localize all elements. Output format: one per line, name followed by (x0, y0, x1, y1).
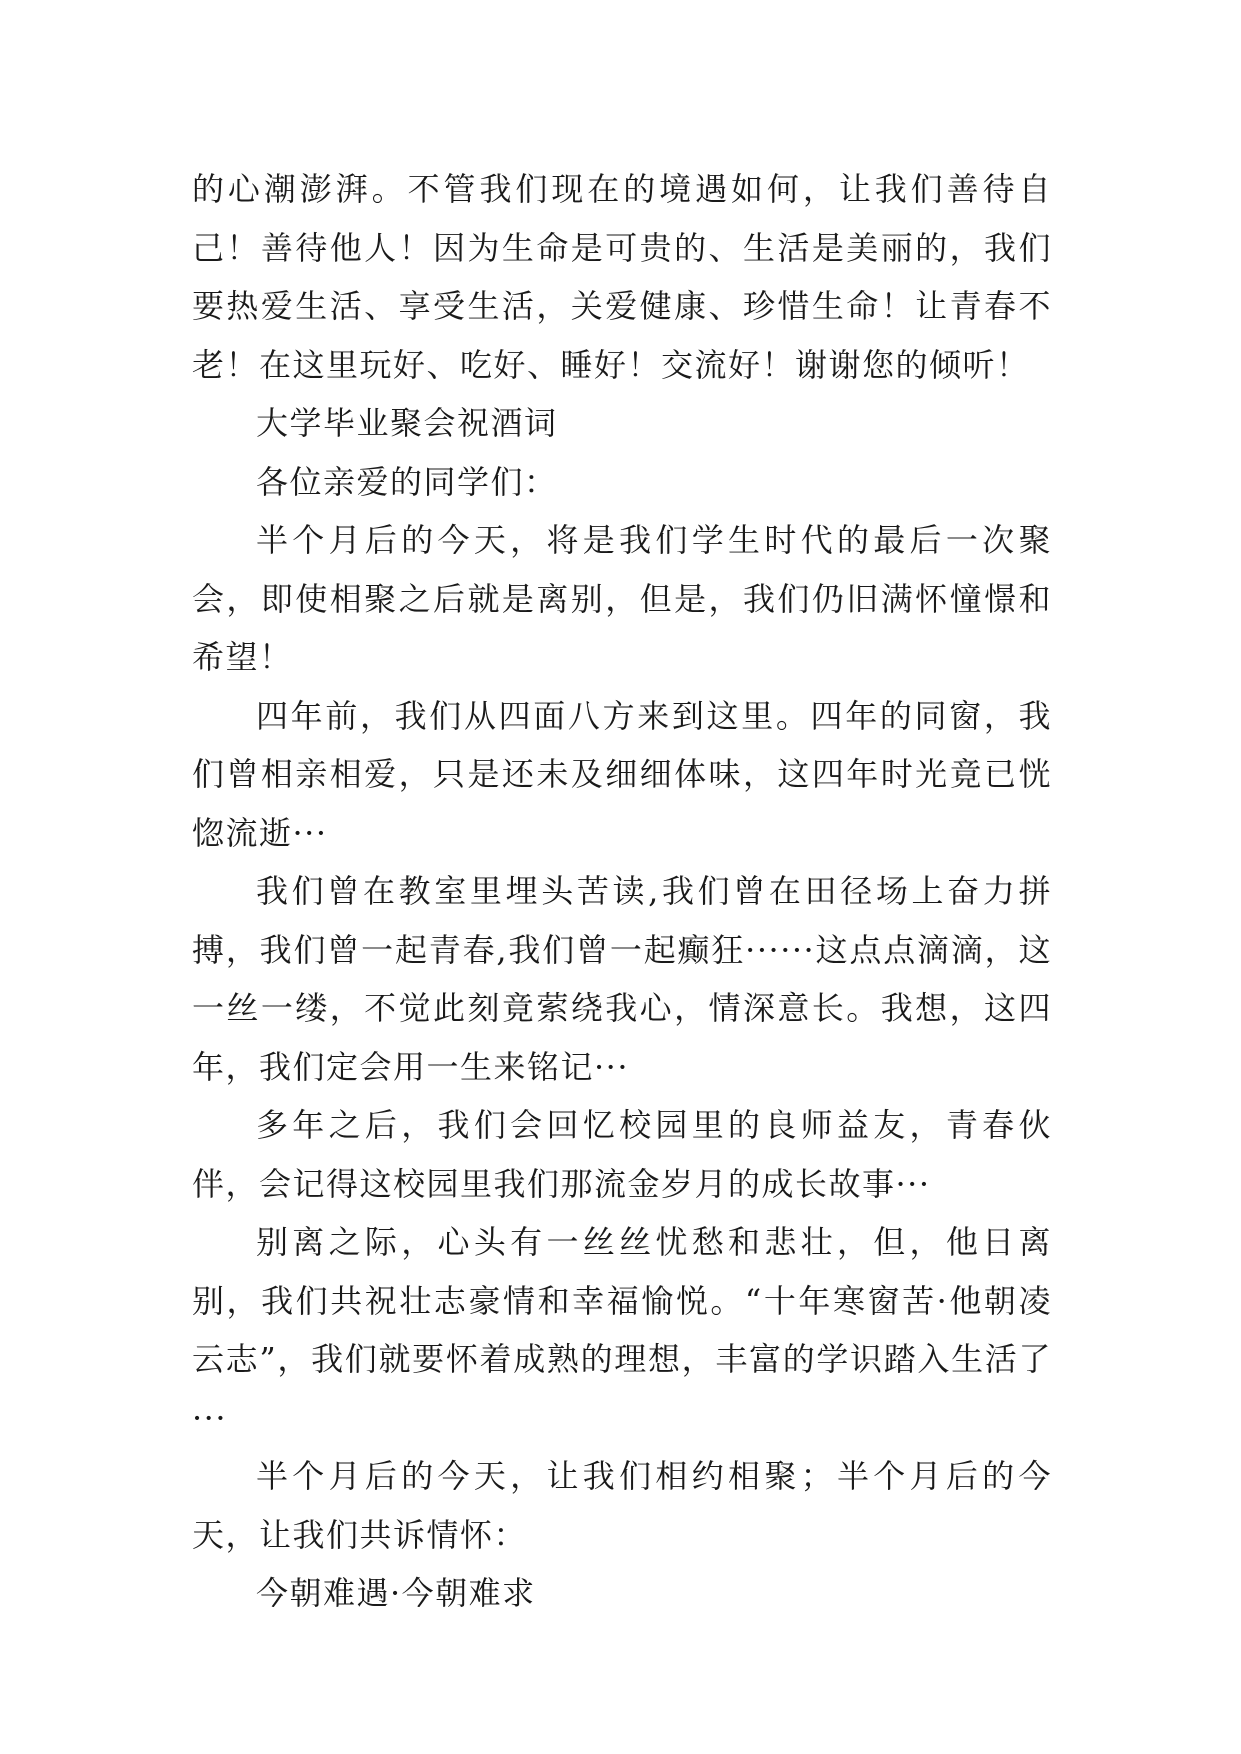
document-body (192, 160, 1052, 1623)
paragraph: 的心潮澎湃。不管我们现在的境遇如何，让我们善待自己！善待他人！因为生命是可贵的、生活是美丽的，我们要热爱生活、享受生活，关爱健康、珍惜生命！让青春不老！在这里玩好、吃好、睡好！交流好！谢谢您的倾听！ (192, 170, 1052, 384)
paragraph: 半个月后的今天，让我们相约相聚；半个月后的今天，让我们共诉情怀： (192, 1457, 1052, 1554)
salutation: 各位亲爱的同学们： (256, 462, 558, 501)
paragraph: 多年之后，我们会回忆校园里的良师益友，青春伙伴，会记得这校园里我们那流金岁月的成长故事··· (192, 1106, 1052, 1203)
paragraph: 我们曾在教室里埋头苦读,我们曾在田径场上奋力拼搏，我们曾一起青春,我们曾一起癫狂······这点点滴滴，这一丝一缕，不觉此刻竟萦绕我心，情深意长。我想，这四年，我们定会用一生来铭记··· (192, 872, 1052, 1086)
paragraph: 半个月后的今天，将是我们学生时代的最后一次聚会，即使相聚之后就是离别，但是，我们仍旧满怀憧憬和希望！ (192, 521, 1052, 676)
paragraph: 别离之际，心头有一丝丝忧愁和悲壮，但，他日离别，我们共祝壮志豪情和幸福愉悦。“十年寒窗苦·他朝凌云志”，我们就要怀着成熟的理想，丰富的学识踏入生活了··· (192, 1223, 1052, 1437)
section-title: 大学毕业聚会祝酒词 (256, 404, 558, 442)
paragraph: 今朝难遇·今朝难求 (256, 1574, 536, 1612)
paragraph: 四年前，我们从四面八方来到这里。四年的同窗，我们曾相亲相爱，只是还未及细细体味，这四年时光竟已恍惚流逝··· (192, 696, 1052, 852)
